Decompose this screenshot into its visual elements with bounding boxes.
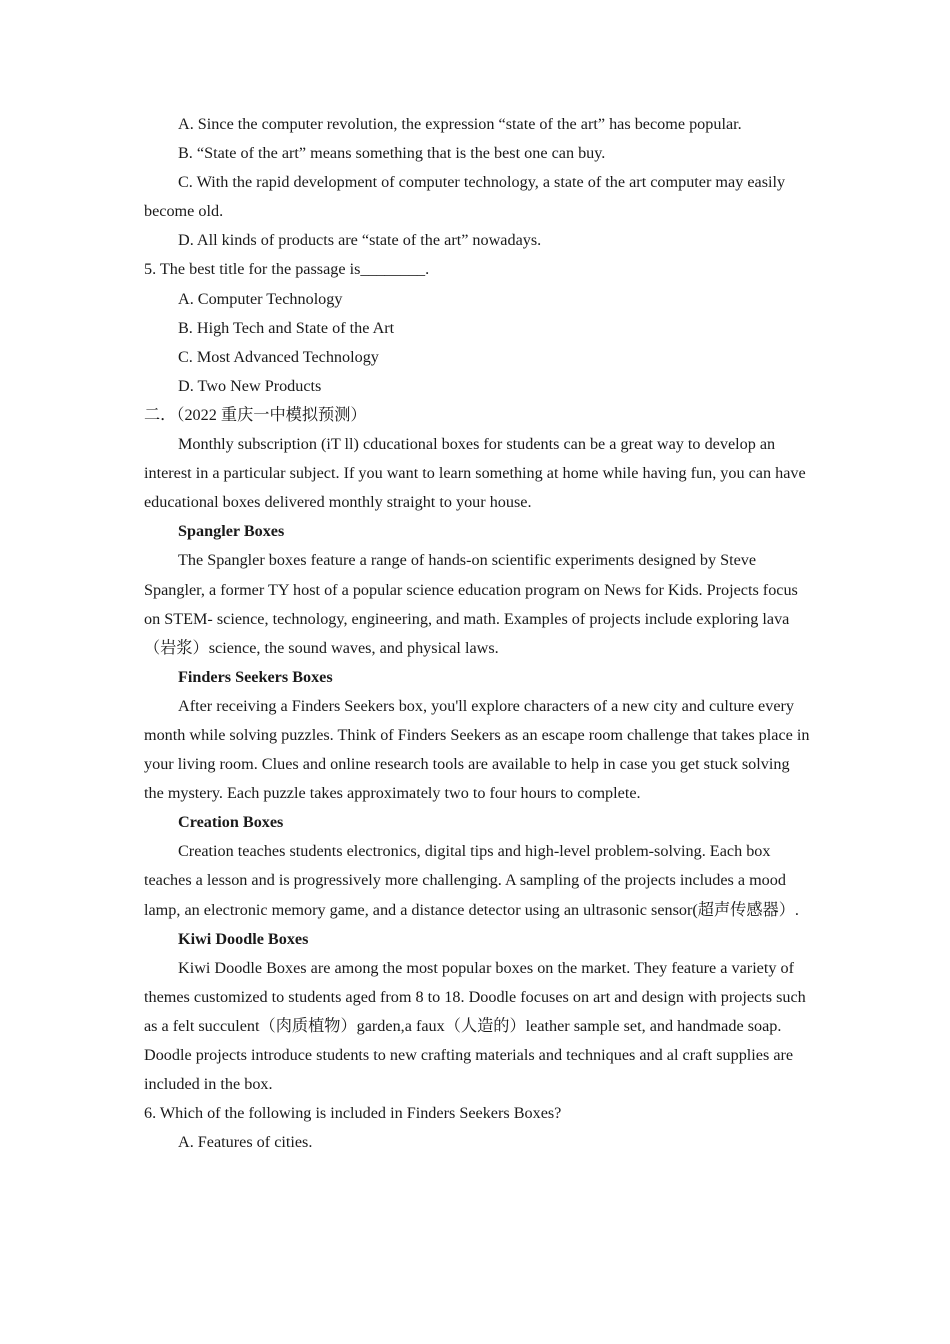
- q5-option-b: B. High Tech and State of the Art: [178, 318, 395, 337]
- box-title-kiwi-doodle: Kiwi Doodle Boxes: [178, 929, 309, 948]
- box-title-creation: Creation Boxes: [178, 813, 284, 832]
- q6-question: 6. Which of the following is included in Finders Seekers Boxes?: [144, 1104, 562, 1123]
- q4-option-a: A. Since the computer revolution, the expression “state of the art” has become popular.: [178, 115, 742, 133]
- q4-option-d: D. All kinds of products are “state of the art” nowadays.: [178, 231, 542, 250]
- q6-option-a: A. Features of cities.: [178, 1133, 313, 1152]
- box-body-spangler: The Spangler boxes feature a range of hands-on scientific experiments designed by Steve Spangler, a former TY host of a popular science education program on News for Kids. Projects focus on STEM- science, technology, engineering, and math. Examples of projects include exploring lava（岩浆）science, the sound waves, and physical laws.: [144, 551, 798, 657]
- box-body-finders-seekers: After receiving a Finders Seekers box, you'll explore characters of a new city and culture every month while solving puzzles. Think of Finders Seekers as an escape room challenge that takes place in your living room. Clues and online research tools are available to help in case you get stuck solving the mystery. Each puzzle takes approximately two to four hours to complete.: [144, 696, 810, 803]
- document-page: [144, 110, 810, 1157]
- q5-option-a: A. Computer Technology: [178, 289, 343, 308]
- box-title-spangler: Spangler Boxes: [178, 522, 285, 541]
- box-body-creation: Creation teaches students electronics, digital tips and high-level problem-solving. Each box teaches a lesson and is progressively more challenging. A sampling of the projects includes a mood lamp, an electronic memory game, and a distance detector using an ultrasonic sensor(超声传感器）.: [144, 842, 799, 919]
- box-title-finders-seekers: Finders Seekers Boxes: [178, 667, 333, 686]
- section-header: 二．（2022 重庆一中模拟预测）: [144, 405, 367, 424]
- q5-option-c: C. Most Advanced Technology: [178, 347, 379, 366]
- q5-option-d: D. Two New Products: [178, 376, 322, 395]
- q4-option-b: B. “State of the art” means something that is the best one can buy.: [178, 144, 606, 163]
- intro-paragraph: Monthly subscription (iT ll) cducational boxes for students can be a great way to develop an interest in a particular subject. If you want to learn something at home while having fun, you can have educational boxes delivered monthly straight to your house.: [144, 435, 806, 512]
- box-body-kiwi-doodle: Kiwi Doodle Boxes are among the most popular boxes on the market. They feature a variety of themes customized to students aged from 8 to 18. Doodle focuses on art and design with projects such as a felt succulent（肉质植物）garden,a faux（人造的）leather sample set, and handmade soap. Doodle projects introduce students to new crafting materials and techniques and al craft supplies are included in the box.: [144, 958, 806, 1094]
- q4-option-c: C. With the rapid development of computer technology, a state of the art computer may easily become old.: [144, 173, 786, 221]
- q5-question: 5. The best title for the passage is________.: [144, 260, 430, 279]
